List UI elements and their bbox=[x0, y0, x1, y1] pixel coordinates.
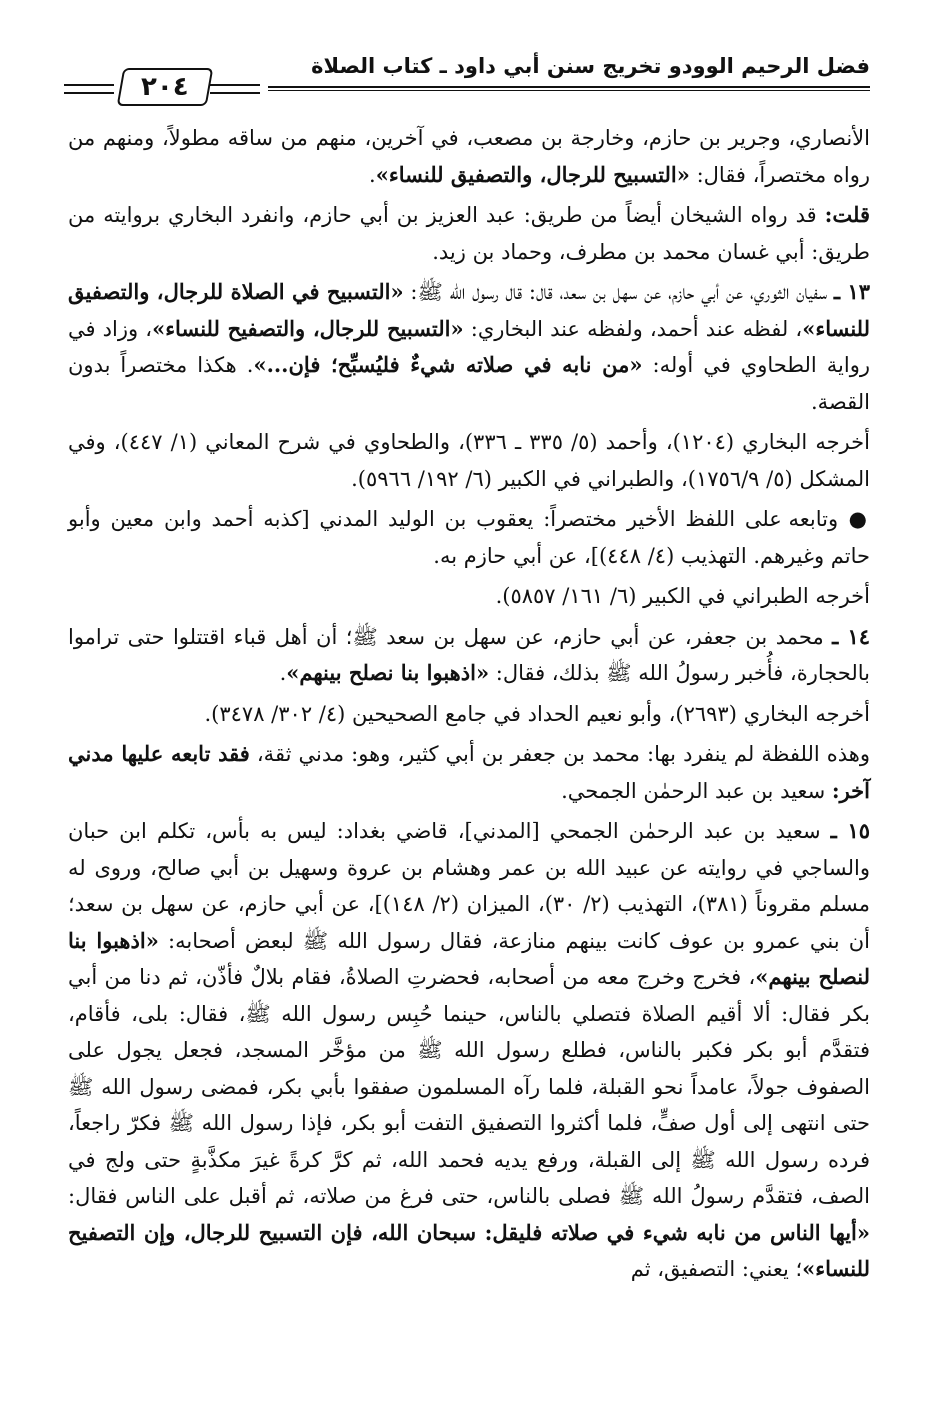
bold-text-run: قلت: bbox=[824, 202, 870, 227]
page-number-box bbox=[117, 68, 214, 106]
paragraph bbox=[68, 197, 870, 270]
text-run: . هكذا مختصراً بدون القصة. bbox=[68, 353, 870, 414]
paragraph bbox=[68, 619, 870, 692]
text-run: الأنصاري، وجرير بن حازم، وخارجة بن مصعب، في آخرين، منهم من ساقه مطولاً، ومنهم من رواه مختصراً، فقال: bbox=[68, 126, 870, 187]
text-run: أخرجه الطبراني في الكبير (٦/ ١٦١/ ٥٨٥٧). bbox=[495, 584, 870, 608]
page-number: ٢٠٤ bbox=[141, 72, 189, 102]
bold-text-run: «التسبيح للرجال، والتصفيح للنساء» bbox=[152, 315, 464, 341]
bold-text-run: ● bbox=[838, 506, 870, 531]
text-run: ، فخرج وخرج معه من أصحابه، فحضرتِ الصلاةُ، فقام بلالٌ فأذّن، ثم دنا من أبي بكر فقال: ألا أقيم الصلاة فتصلي بالناس، حينما حُبِس رسول الله ﷺ، فقال: بلى، فأقام، فتقدَّم أبو بكر فكبر بالناس، فطلع رسول الله ﷺ من مؤخَّر المسجد، فجعل يجول على الصفوف جولاً، عامداً نحو القبلة، فلما رآه المسلمون صفقوا بأبي بكر، فمضى رسول الله ﷺ حتى انتهى إلى أول صفٍّ، فلما أكثروا التصفيق التفت أبو بكر، فإذا رسول الله ﷺ فكرّ راجعاً، فرده رسول الله ﷺ إلى القبلة، ورفع يديه فحمد الله، ثم كرَّ كرةً غيرَ مكذَّبةٍ حتى ولج في الصف، فتقدَّم رسولُ الله ﷺ فصلى بالناس، حتى فرغ من صلاته، ثم أقبل على الناس فقال: bbox=[68, 965, 870, 1208]
text-run: محمد بن جعفر، عن أبي حازم، عن سهل بن سعد ﷺ؛ أن أهل قباء اقتتلوا حتى تراموا بالحجارة، فأُخبر رسولُ الله ﷺ بذلك، فقال: bbox=[68, 624, 870, 685]
text-run: وتابعه على اللفظ الأخير مختصراً: يعقوب بن الوليد المدني [كذبه أحمد وابن معين وأبو حاتم وغيرهم. التهذيب (٤/ ٤٤٨)]، عن أبي حازم به. bbox=[68, 507, 870, 568]
text-run: أخرجه البخاري (١٢٠٤)، وأحمد (٥/ ٣٣٥ ـ ٣٣٦)، والطحاوي في شرح المعاني (١/ ٤٤٧)، وفي المشكل (٥/ ١٧٥٦/٩)، والطبراني في الكبير (٦/ ١٩٢/ ٥٩٦٦). bbox=[68, 430, 870, 491]
text-run: سعيد بن عبد الرحمٰن الجمحي. bbox=[561, 778, 832, 803]
text-run: . bbox=[279, 661, 287, 685]
paragraph bbox=[68, 736, 870, 809]
ornament-lines-left bbox=[64, 84, 114, 94]
ornament-lines-right bbox=[210, 84, 260, 94]
paragraph bbox=[68, 501, 870, 574]
running-title: فضل الرحيم الوودو تخريج سنن أبي داود ـ كتاب الصلاة bbox=[311, 54, 870, 78]
text-run: ؛ يعني: التصفيق، ثم bbox=[630, 1257, 803, 1281]
bold-text-run: «من نابه في صلاته شيءٌ فليُسبِّح؛ فإن...» bbox=[253, 352, 643, 377]
bold-text-run: ١٣ ـ bbox=[833, 279, 870, 304]
paragraph bbox=[68, 813, 870, 1288]
bold-text-run: «أيها الناس من نابه شيء في صلاته فليقل: سبحان الله، فإن التسبيح للرجال، وإن التصفيح للنساء» bbox=[68, 1219, 870, 1281]
paragraph bbox=[68, 274, 870, 420]
text-run: ، لفظه عند أحمد، ولفظه عند البخاري: bbox=[463, 316, 803, 341]
text-run: سفيان الثوري، عن أبي حازم، عن سهل بن سعد، قال: قال رسول الله ﷺ: bbox=[403, 280, 834, 304]
paragraph bbox=[68, 120, 870, 193]
paragraph bbox=[68, 578, 870, 615]
page-number-ornament bbox=[58, 66, 268, 106]
page-body bbox=[68, 120, 870, 1292]
text-run: سعيد بن عبد الرحمٰن الجمحي [المدني]، قاضي بغداد: ليس به بأس، تكلم ابن حبان والساجي في روايته عن عبيد الله بن عمر وهشام بن عروة وسهيل بن أبي صالح، وروى له مسلم مقروناً (٣٨١)، التهذيب (٢/ ٣٠)، الميزان (٢/ ١٤٨)]، عن أبي حازم، عن سهل بن سعد؛ أن بني عمرو بن عوف كانت بينهم منازعة، فقال رسول الله ﷺ لبعض أصحابه: bbox=[68, 819, 870, 953]
text-run: قد رواه الشيخان أيضاً من طريق: عبد العزيز بن أبي حازم، وانفرد البخاري بروايته من طريق: أبي غسان محمد بن مطرف، وحماد بن زيد. bbox=[68, 203, 870, 264]
text-run: . bbox=[369, 162, 376, 187]
text-run: وهذه اللفظة لم ينفرد بها: محمد بن جعفر بن أبي كثير، وهو: مدني ثقة، bbox=[249, 742, 870, 766]
bold-text-run: «اذهبوا بنا لنصلح بينهم» bbox=[68, 927, 870, 989]
text-run: ، وزاد في رواية الطحاوي في أوله: bbox=[68, 316, 870, 377]
bold-text-run: ١٤ ـ bbox=[832, 623, 870, 649]
bold-text-run: «التسبيح للرجال، والتصفيق للنساء» bbox=[375, 161, 690, 187]
paragraph bbox=[68, 696, 870, 733]
bold-text-run: ١٥ ـ bbox=[830, 818, 870, 843]
text-run: أخرجه البخاري (٢٦٩٣)، وأبو نعيم الحداد في جامع الصحيحين (٤/ ٣٠٢/ ٣٤٧٨). bbox=[204, 701, 870, 726]
bold-text-run: «اذهبوا بنا نصلح بينهم» bbox=[286, 660, 490, 685]
bold-text-run: «التسبيح في الصلاة للرجال، والتصفيق للنساء» bbox=[68, 279, 871, 341]
bold-text-run: فقد تابعه عليها مدني آخر: bbox=[68, 741, 870, 803]
paragraph bbox=[68, 424, 870, 497]
